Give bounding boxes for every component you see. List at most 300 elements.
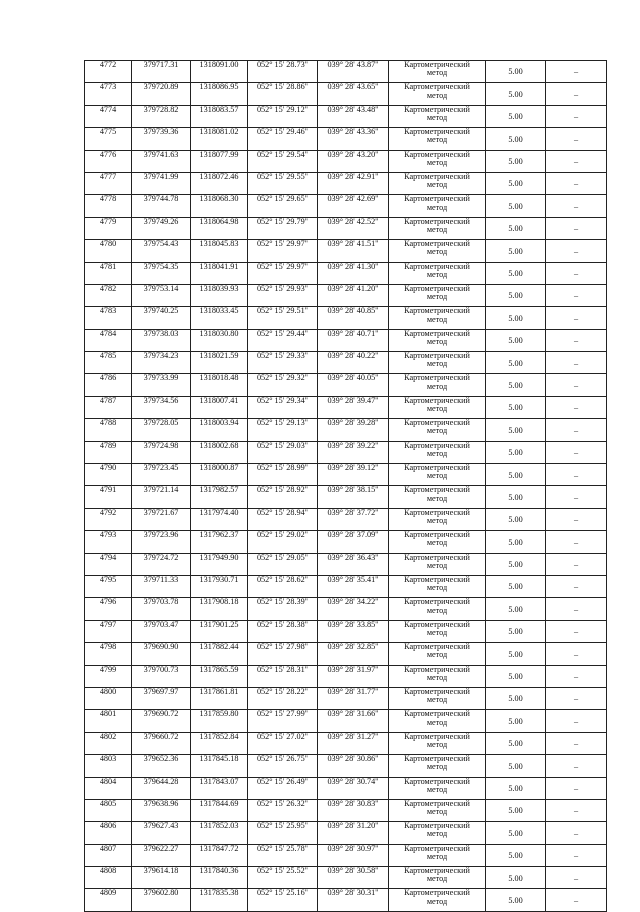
longitude-cell: 039° 28' 32.85" bbox=[318, 643, 389, 665]
note-cell: – bbox=[546, 105, 607, 127]
point-number-cell: 4773 bbox=[85, 83, 132, 105]
note-cell: – bbox=[546, 844, 607, 866]
latitude-cell: 052° 15' 29.02" bbox=[248, 531, 318, 553]
latitude-cell: 052° 15' 28.31" bbox=[248, 665, 318, 687]
method-line-1: Картометрический bbox=[404, 262, 470, 271]
latitude-cell: 052° 15' 29.13" bbox=[248, 419, 318, 441]
latitude-cell: 052° 15' 29.46" bbox=[248, 128, 318, 150]
x-coordinate-cell: 379638.96 bbox=[132, 799, 191, 821]
method-line-1: Картометрический bbox=[404, 799, 470, 808]
method-line-1: Картометрический bbox=[404, 508, 470, 517]
accuracy-cell: 5.00 bbox=[486, 531, 546, 553]
x-coordinate-cell: 379721.67 bbox=[132, 508, 191, 530]
longitude-cell: 039° 28' 30.97" bbox=[318, 844, 389, 866]
point-number-cell: 4784 bbox=[85, 329, 132, 351]
y-coordinate-cell: 1317840.36 bbox=[191, 867, 248, 889]
method-cell bbox=[389, 575, 486, 597]
longitude-cell: 039° 28' 41.51" bbox=[318, 240, 389, 262]
longitude-cell: 039° 28' 31.66" bbox=[318, 710, 389, 732]
longitude-cell: 039° 28' 30.58" bbox=[318, 867, 389, 889]
longitude-cell: 039° 28' 37.09" bbox=[318, 531, 389, 553]
method-line-1: Картометрический bbox=[404, 575, 470, 584]
longitude-cell: 039° 28' 31.20" bbox=[318, 822, 389, 844]
method-cell bbox=[389, 284, 486, 306]
accuracy-cell: 5.00 bbox=[486, 217, 546, 239]
point-number-cell: 4789 bbox=[85, 441, 132, 463]
x-coordinate-cell: 379734.56 bbox=[132, 396, 191, 418]
point-number-cell: 4780 bbox=[85, 240, 132, 262]
method-cell bbox=[389, 643, 486, 665]
point-number-cell: 4798 bbox=[85, 643, 132, 665]
latitude-cell: 052° 15' 27.99" bbox=[248, 710, 318, 732]
method-cell bbox=[389, 553, 486, 575]
longitude-cell: 039° 28' 39.28" bbox=[318, 419, 389, 441]
latitude-cell: 052° 15' 28.86" bbox=[248, 83, 318, 105]
latitude-cell: 052° 15' 28.73" bbox=[248, 61, 318, 83]
method-cell bbox=[389, 195, 486, 217]
x-coordinate-cell: 379703.78 bbox=[132, 598, 191, 620]
note-cell: – bbox=[546, 710, 607, 732]
method-cell bbox=[389, 262, 486, 284]
x-coordinate-cell: 379703.47 bbox=[132, 620, 191, 642]
note-cell: – bbox=[546, 240, 607, 262]
method-cell bbox=[389, 441, 486, 463]
accuracy-cell: 5.00 bbox=[486, 284, 546, 306]
accuracy-cell: 5.00 bbox=[486, 128, 546, 150]
table-row bbox=[85, 262, 607, 284]
accuracy-cell: 5.00 bbox=[486, 419, 546, 441]
method-line-2: метод bbox=[426, 829, 448, 839]
method-cell bbox=[389, 777, 486, 799]
table-row bbox=[85, 441, 607, 463]
note-cell: – bbox=[546, 441, 607, 463]
latitude-cell: 052° 15' 28.39" bbox=[248, 598, 318, 620]
table-row bbox=[85, 329, 607, 351]
method-line-2: метод bbox=[426, 762, 448, 772]
latitude-cell: 052° 15' 28.99" bbox=[248, 464, 318, 486]
point-number-cell: 4801 bbox=[85, 710, 132, 732]
accuracy-cell: 5.00 bbox=[486, 508, 546, 530]
method-cell bbox=[389, 710, 486, 732]
accuracy-cell: 5.00 bbox=[486, 844, 546, 866]
accuracy-cell: 5.00 bbox=[486, 777, 546, 799]
table-row bbox=[85, 486, 607, 508]
method-line-1: Картометрический bbox=[404, 105, 470, 114]
x-coordinate-cell: 379690.90 bbox=[132, 643, 191, 665]
x-coordinate-cell: 379614.18 bbox=[132, 867, 191, 889]
point-number-cell: 4779 bbox=[85, 217, 132, 239]
y-coordinate-cell: 1318003.94 bbox=[191, 419, 248, 441]
longitude-cell: 039° 28' 30.31" bbox=[318, 889, 389, 911]
note-cell: – bbox=[546, 486, 607, 508]
table-row bbox=[85, 464, 607, 486]
x-coordinate-cell: 379644.28 bbox=[132, 777, 191, 799]
x-coordinate-cell: 379741.63 bbox=[132, 150, 191, 172]
longitude-cell: 039° 28' 30.86" bbox=[318, 755, 389, 777]
y-coordinate-cell: 1318081.02 bbox=[191, 128, 248, 150]
note-cell: – bbox=[546, 262, 607, 284]
table-row bbox=[85, 150, 607, 172]
x-coordinate-cell: 379744.78 bbox=[132, 195, 191, 217]
point-number-cell: 4777 bbox=[85, 172, 132, 194]
longitude-cell: 039° 28' 42.91" bbox=[318, 172, 389, 194]
method-line-1: Картометрический bbox=[404, 597, 470, 607]
y-coordinate-cell: 1318030.80 bbox=[191, 329, 248, 351]
method-line-1: Картометрический bbox=[404, 485, 470, 495]
x-coordinate-cell: 379738.03 bbox=[132, 329, 191, 351]
method-line-1: Картометрический bbox=[404, 329, 470, 338]
x-coordinate-cell: 379721.14 bbox=[132, 486, 191, 508]
method-line-1: Картометрический bbox=[404, 82, 470, 92]
method-line-2: метод bbox=[426, 404, 448, 414]
method-line-2: метод bbox=[426, 381, 448, 391]
latitude-cell: 052° 15' 29.65" bbox=[248, 195, 318, 217]
longitude-cell: 039° 28' 35.41" bbox=[318, 575, 389, 597]
y-coordinate-cell: 1318018.48 bbox=[191, 374, 248, 396]
document-page bbox=[84, 60, 598, 912]
method-line-2: метод bbox=[426, 269, 448, 279]
y-coordinate-cell: 1317847.72 bbox=[191, 844, 248, 866]
latitude-cell: 052° 15' 29.05" bbox=[248, 553, 318, 575]
method-cell bbox=[389, 352, 486, 374]
y-coordinate-cell: 1317982.57 bbox=[191, 486, 248, 508]
latitude-cell: 052° 15' 26.75" bbox=[248, 755, 318, 777]
method-line-2: метод bbox=[426, 359, 448, 369]
method-line-2: метод bbox=[426, 627, 448, 637]
note-cell: – bbox=[546, 889, 607, 911]
note-cell: – bbox=[546, 508, 607, 530]
y-coordinate-cell: 1317861.81 bbox=[191, 687, 248, 709]
point-number-cell: 4785 bbox=[85, 352, 132, 374]
x-coordinate-cell: 379724.72 bbox=[132, 553, 191, 575]
x-coordinate-cell: 379740.25 bbox=[132, 307, 191, 329]
x-coordinate-cell: 379728.05 bbox=[132, 419, 191, 441]
note-cell: – bbox=[546, 374, 607, 396]
x-coordinate-cell: 379711.33 bbox=[132, 575, 191, 597]
table-row bbox=[85, 867, 607, 889]
y-coordinate-cell: 1317901.25 bbox=[191, 620, 248, 642]
x-coordinate-cell: 379749.26 bbox=[132, 217, 191, 239]
x-coordinate-cell: 379652.36 bbox=[132, 755, 191, 777]
method-line-1: Картометрический bbox=[404, 732, 470, 741]
method-line-2: метод bbox=[426, 202, 448, 212]
latitude-cell: 052° 15' 25.52" bbox=[248, 867, 318, 889]
method-line-2: метод bbox=[426, 336, 448, 346]
method-cell bbox=[389, 396, 486, 418]
note-cell: – bbox=[546, 732, 607, 754]
method-line-2: метод bbox=[426, 247, 448, 257]
accuracy-cell: 5.00 bbox=[486, 329, 546, 351]
y-coordinate-cell: 1318064.98 bbox=[191, 217, 248, 239]
y-coordinate-cell: 1317844.69 bbox=[191, 799, 248, 821]
note-cell: – bbox=[546, 217, 607, 239]
x-coordinate-cell: 379717.31 bbox=[132, 61, 191, 83]
table-row bbox=[85, 575, 607, 597]
point-number-cell: 4807 bbox=[85, 844, 132, 866]
latitude-cell: 052° 15' 29.54" bbox=[248, 150, 318, 172]
x-coordinate-cell: 379733.99 bbox=[132, 374, 191, 396]
table-row bbox=[85, 172, 607, 194]
longitude-cell: 039° 28' 38.15" bbox=[318, 486, 389, 508]
point-number-cell: 4806 bbox=[85, 822, 132, 844]
accuracy-cell: 5.00 bbox=[486, 643, 546, 665]
point-number-cell: 4781 bbox=[85, 262, 132, 284]
method-line-2: метод bbox=[426, 135, 448, 145]
y-coordinate-cell: 1317974.40 bbox=[191, 508, 248, 530]
method-line-2: метод bbox=[426, 896, 448, 906]
longitude-cell: 039° 28' 31.27" bbox=[318, 732, 389, 754]
y-coordinate-cell: 1318045.83 bbox=[191, 240, 248, 262]
latitude-cell: 052° 15' 29.44" bbox=[248, 329, 318, 351]
accuracy-cell: 5.00 bbox=[486, 553, 546, 575]
method-line-2: метод bbox=[426, 650, 448, 660]
table-row bbox=[85, 217, 607, 239]
method-line-2: метод bbox=[426, 516, 448, 526]
accuracy-cell: 5.00 bbox=[486, 732, 546, 754]
latitude-cell: 052° 15' 25.16" bbox=[248, 889, 318, 911]
method-line-1: Картометрический bbox=[404, 150, 470, 159]
longitude-cell: 039° 28' 39.47" bbox=[318, 396, 389, 418]
point-number-cell: 4797 bbox=[85, 620, 132, 642]
method-line-1: Картометрический bbox=[404, 172, 470, 181]
note-cell: – bbox=[546, 419, 607, 441]
accuracy-cell: 5.00 bbox=[486, 150, 546, 172]
point-number-cell: 4799 bbox=[85, 665, 132, 687]
y-coordinate-cell: 1317859.80 bbox=[191, 710, 248, 732]
x-coordinate-cell: 379753.14 bbox=[132, 284, 191, 306]
y-coordinate-cell: 1318091.00 bbox=[191, 61, 248, 83]
longitude-cell: 039° 28' 43.87" bbox=[318, 61, 389, 83]
method-line-2: метод bbox=[426, 224, 448, 234]
method-line-1: Картометрический bbox=[404, 463, 470, 473]
longitude-cell: 039° 28' 39.22" bbox=[318, 441, 389, 463]
longitude-cell: 039° 28' 40.22" bbox=[318, 352, 389, 374]
method-line-1: Картометрический bbox=[404, 127, 470, 137]
y-coordinate-cell: 1317843.07 bbox=[191, 777, 248, 799]
method-cell bbox=[389, 755, 486, 777]
y-coordinate-cell: 1318002.68 bbox=[191, 441, 248, 463]
note-cell: – bbox=[546, 329, 607, 351]
method-line-1: Картометрический bbox=[404, 217, 470, 226]
x-coordinate-cell: 379622.27 bbox=[132, 844, 191, 866]
note-cell: – bbox=[546, 620, 607, 642]
y-coordinate-cell: 1317835.38 bbox=[191, 889, 248, 911]
table-row bbox=[85, 755, 607, 777]
latitude-cell: 052° 15' 29.03" bbox=[248, 441, 318, 463]
method-line-2: метод bbox=[426, 292, 448, 302]
table-row bbox=[85, 665, 607, 687]
x-coordinate-cell: 379720.89 bbox=[132, 83, 191, 105]
point-number-cell: 4793 bbox=[85, 531, 132, 553]
longitude-cell: 039° 28' 31.77" bbox=[318, 687, 389, 709]
table-row bbox=[85, 687, 607, 709]
method-cell bbox=[389, 464, 486, 486]
point-number-cell: 4787 bbox=[85, 396, 132, 418]
note-cell: – bbox=[546, 307, 607, 329]
method-cell bbox=[389, 419, 486, 441]
point-number-cell: 4795 bbox=[85, 575, 132, 597]
method-line-2: метод bbox=[426, 314, 448, 324]
x-coordinate-cell: 379754.43 bbox=[132, 240, 191, 262]
table-row bbox=[85, 240, 607, 262]
method-line-2: метод bbox=[426, 493, 448, 503]
point-number-cell: 4804 bbox=[85, 777, 132, 799]
latitude-cell: 052° 15' 26.32" bbox=[248, 799, 318, 821]
note-cell: – bbox=[546, 150, 607, 172]
method-line-1: Картометрический bbox=[404, 306, 470, 316]
longitude-cell: 039° 28' 41.30" bbox=[318, 262, 389, 284]
latitude-cell: 052° 15' 28.22" bbox=[248, 687, 318, 709]
note-cell: – bbox=[546, 665, 607, 687]
accuracy-cell: 5.00 bbox=[486, 61, 546, 83]
y-coordinate-cell: 1317852.84 bbox=[191, 732, 248, 754]
method-line-2: метод bbox=[426, 112, 448, 122]
table-row bbox=[85, 620, 607, 642]
point-number-cell: 4805 bbox=[85, 799, 132, 821]
latitude-cell: 052° 15' 29.79" bbox=[248, 217, 318, 239]
table-row bbox=[85, 195, 607, 217]
note-cell: – bbox=[546, 195, 607, 217]
table-row bbox=[85, 777, 607, 799]
y-coordinate-cell: 1318039.93 bbox=[191, 284, 248, 306]
longitude-cell: 039° 28' 33.85" bbox=[318, 620, 389, 642]
latitude-cell: 052° 15' 28.92" bbox=[248, 486, 318, 508]
method-cell bbox=[389, 307, 486, 329]
x-coordinate-cell: 379700.73 bbox=[132, 665, 191, 687]
point-number-cell: 4802 bbox=[85, 732, 132, 754]
longitude-cell: 039° 28' 40.71" bbox=[318, 329, 389, 351]
y-coordinate-cell: 1317949.90 bbox=[191, 553, 248, 575]
y-coordinate-cell: 1318086.95 bbox=[191, 83, 248, 105]
method-cell bbox=[389, 105, 486, 127]
method-line-1: Картометрический bbox=[404, 194, 470, 204]
method-line-2: метод bbox=[426, 739, 448, 749]
method-line-1: Картометрический bbox=[404, 687, 470, 696]
method-cell bbox=[389, 531, 486, 553]
accuracy-cell: 5.00 bbox=[486, 598, 546, 620]
y-coordinate-cell: 1318041.91 bbox=[191, 262, 248, 284]
point-number-cell: 4783 bbox=[85, 307, 132, 329]
method-line-1: Картометрический bbox=[404, 777, 470, 786]
point-number-cell: 4794 bbox=[85, 553, 132, 575]
table-row bbox=[85, 396, 607, 418]
note-cell: – bbox=[546, 822, 607, 844]
accuracy-cell: 5.00 bbox=[486, 620, 546, 642]
longitude-cell: 039° 28' 40.85" bbox=[318, 307, 389, 329]
method-line-2: метод bbox=[426, 672, 448, 682]
x-coordinate-cell: 379690.72 bbox=[132, 710, 191, 732]
accuracy-cell: 5.00 bbox=[486, 83, 546, 105]
note-cell: – bbox=[546, 643, 607, 665]
method-line-1: Картометрический bbox=[404, 665, 470, 674]
x-coordinate-cell: 379723.45 bbox=[132, 464, 191, 486]
note-cell: – bbox=[546, 284, 607, 306]
longitude-cell: 039° 28' 43.48" bbox=[318, 105, 389, 127]
latitude-cell: 052° 15' 25.95" bbox=[248, 822, 318, 844]
method-cell bbox=[389, 822, 486, 844]
method-line-1: Картометрический bbox=[404, 373, 470, 383]
table-row bbox=[85, 889, 607, 911]
x-coordinate-cell: 379627.43 bbox=[132, 822, 191, 844]
longitude-cell: 039° 28' 30.74" bbox=[318, 777, 389, 799]
method-line-1: Картометрический bbox=[404, 418, 470, 428]
longitude-cell: 039° 28' 31.97" bbox=[318, 665, 389, 687]
note-cell: – bbox=[546, 352, 607, 374]
note-cell: – bbox=[546, 867, 607, 889]
table-row bbox=[85, 61, 607, 83]
accuracy-cell: 5.00 bbox=[486, 172, 546, 194]
table-row bbox=[85, 508, 607, 530]
point-number-cell: 4790 bbox=[85, 464, 132, 486]
accuracy-cell: 5.00 bbox=[486, 799, 546, 821]
point-number-cell: 4808 bbox=[85, 867, 132, 889]
y-coordinate-cell: 1317882.44 bbox=[191, 643, 248, 665]
note-cell: – bbox=[546, 464, 607, 486]
accuracy-cell: 5.00 bbox=[486, 889, 546, 911]
point-number-cell: 4772 bbox=[85, 61, 132, 83]
x-coordinate-cell: 379734.23 bbox=[132, 352, 191, 374]
y-coordinate-cell: 1318072.46 bbox=[191, 172, 248, 194]
method-cell bbox=[389, 217, 486, 239]
method-line-2: метод bbox=[426, 180, 448, 190]
y-coordinate-cell: 1318033.45 bbox=[191, 307, 248, 329]
latitude-cell: 052° 15' 28.94" bbox=[248, 508, 318, 530]
point-number-cell: 4782 bbox=[85, 284, 132, 306]
longitude-cell: 039° 28' 34.22" bbox=[318, 598, 389, 620]
x-coordinate-cell: 379723.96 bbox=[132, 531, 191, 553]
method-line-2: метод bbox=[426, 426, 448, 436]
method-cell bbox=[389, 598, 486, 620]
method-line-2: метод bbox=[426, 471, 448, 481]
x-coordinate-cell: 379739.36 bbox=[132, 128, 191, 150]
accuracy-cell: 5.00 bbox=[486, 486, 546, 508]
accuracy-cell: 5.00 bbox=[486, 665, 546, 687]
latitude-cell: 052° 15' 29.93" bbox=[248, 284, 318, 306]
y-coordinate-cell: 1317845.18 bbox=[191, 755, 248, 777]
method-cell bbox=[389, 889, 486, 911]
table-row bbox=[85, 822, 607, 844]
y-coordinate-cell: 1318000.87 bbox=[191, 464, 248, 486]
table-row bbox=[85, 128, 607, 150]
table-row bbox=[85, 553, 607, 575]
note-cell: – bbox=[546, 396, 607, 418]
method-line-2: метод bbox=[426, 448, 448, 458]
longitude-cell: 039° 28' 36.43" bbox=[318, 553, 389, 575]
method-line-1: Картометрический bbox=[404, 866, 470, 876]
note-cell: – bbox=[546, 172, 607, 194]
method-line-1: Картометрический bbox=[404, 60, 470, 69]
point-number-cell: 4796 bbox=[85, 598, 132, 620]
method-line-1: Картометрический bbox=[404, 620, 470, 629]
method-cell bbox=[389, 844, 486, 866]
point-number-cell: 4786 bbox=[85, 374, 132, 396]
method-cell bbox=[389, 508, 486, 530]
latitude-cell: 052° 15' 25.78" bbox=[248, 844, 318, 866]
method-cell bbox=[389, 374, 486, 396]
method-cell bbox=[389, 128, 486, 150]
method-cell bbox=[389, 620, 486, 642]
method-line-2: метод bbox=[426, 583, 448, 593]
y-coordinate-cell: 1317865.59 bbox=[191, 665, 248, 687]
accuracy-cell: 5.00 bbox=[486, 755, 546, 777]
y-coordinate-cell: 1317962.37 bbox=[191, 531, 248, 553]
method-line-1: Картометрический bbox=[404, 284, 470, 293]
table-row bbox=[85, 598, 607, 620]
table-row bbox=[85, 710, 607, 732]
table-row bbox=[85, 307, 607, 329]
method-cell bbox=[389, 61, 486, 83]
point-number-cell: 4803 bbox=[85, 755, 132, 777]
